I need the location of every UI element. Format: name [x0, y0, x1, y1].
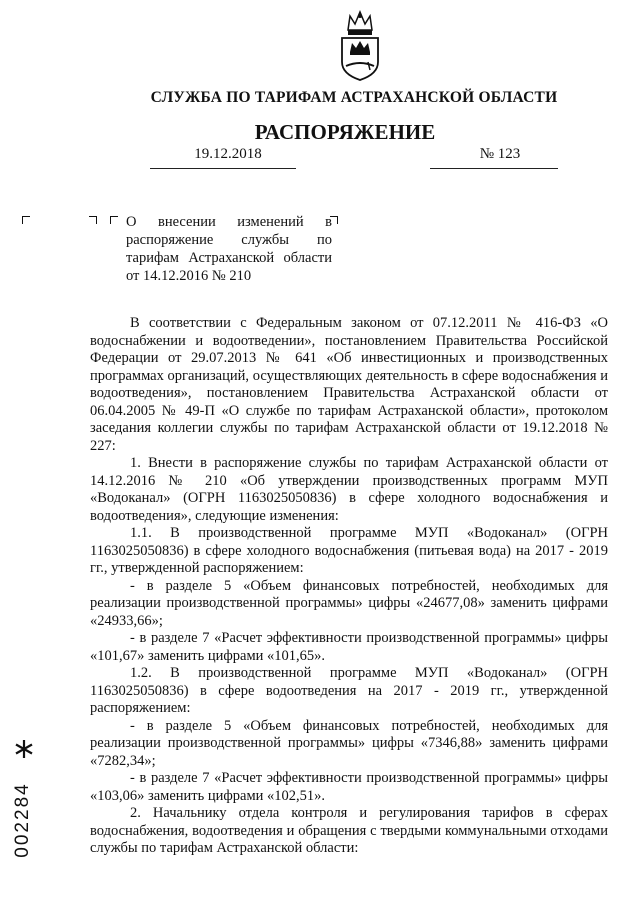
subject-block: [126, 213, 332, 285]
subject-corner-mark: [110, 216, 118, 224]
body-paragraph: - в разделе 7 «Расчет эффективности производственной программы» цифры «101,67» заменить цифрами «101,65».: [90, 630, 608, 664]
body-paragraph: - в разделе 5 «Объем финансовых потребностей, необходимых для реализации производственной программы» цифры «24677,08» заменить цифрами «24933,66»;: [90, 577, 608, 629]
body-paragraph: 2. Начальнику отдела контроля и регулирования тарифов в сферах водоснабжения, водоотведения и обращения с твердыми коммунальными отходами службы по тарифам Астраханской области:: [90, 805, 608, 856]
asterisk-mark-icon: [13, 738, 35, 760]
agency-name: СЛУЖБА ПО ТАРИФАМ АСТРАХАНСКОЙ ОБЛАСТИ: [150, 89, 558, 106]
subject-text: О внесении изменений в распоряжение службы по тарифам Астраханской области от 14.12.2016 № 210: [126, 214, 332, 284]
date-underline: [150, 168, 296, 169]
margin-corner-mark: [22, 216, 30, 224]
registration-number: 002284: [12, 782, 33, 858]
body-paragraph: 1. Внести в распоряжение службы по тарифам Астраханской области от 14.12.2016 № 210 «Об утверждении производственных программ МУП «Водоканал» (ОГРН 1163025050836) в сфере холодного водоснабжения и водоотведения», следующие изменения:: [90, 455, 608, 524]
number-underline: [430, 168, 558, 169]
body-paragraph: 1.1. В производственной программе МУП «Водоканал» (ОГРН 1163025050836) в сфере холодного водоснабжения (питьевая вода) на 2017 - 2019 гг., утвержденной распоряжением:: [90, 525, 608, 576]
body-paragraph: - в разделе 5 «Объем финансовых потребностей, необходимых для реализации производственной программы» цифры «7346,88» заменить цифрами «7282,34»;: [90, 717, 608, 769]
registration-stamp: [8, 764, 38, 876]
body-paragraph: В соответствии с Федеральным законом от 07.12.2011 № 416-ФЗ «О водоснабжении и водоотведении», постановлением Правительства Российской Федерации от 29.07.2013 № 641 «Об инвестиционных и производственных программах организаций, осуществляющих деятельность в сфере водоснабжения и водоотведения», постановлением Правительства Астраханской области от 06.04.2005 № 49-П «О службе по тарифам Астраханской области», протоколом заседания коллегии службы по тарифам Астраханской области от 19.12.2018 № 227:: [90, 315, 608, 454]
document-date: 19.12.2018: [194, 146, 262, 162]
coat-of-arms-icon: [338, 10, 382, 82]
body-paragraph: - в разделе 7 «Расчет эффективности производственной программы» цифры «103,06» заменить цифрами «102,51».: [90, 770, 608, 804]
subject-corner-mark: [89, 216, 97, 224]
document-body: [90, 315, 608, 858]
body-paragraph: 1.2. В производственной программе МУП «Водоканал» (ОГРН 1163025050836) в сфере водоотведения на 2017 - 2019 гг., утвержденной распоряжением:: [90, 665, 608, 716]
document-number: № 123: [479, 146, 521, 162]
document-type: РАСПОРЯЖЕНИЕ: [254, 120, 436, 144]
